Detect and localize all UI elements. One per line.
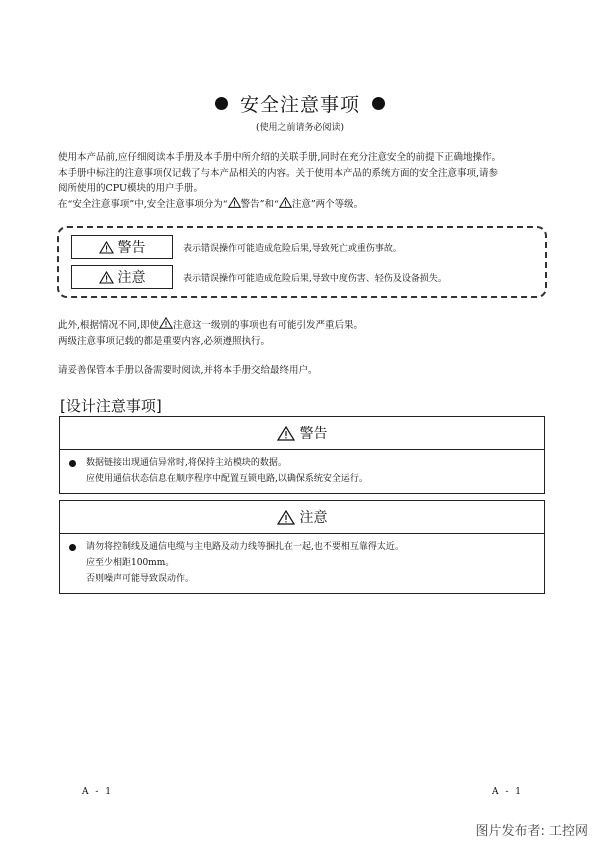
- intro-line: 本手册中标注的注意事项仅记载了与本产品相关的内容。关于使用本产品的系统方面的安全注意事项,请参: [58, 167, 499, 179]
- level-warning-label: [71, 235, 173, 259]
- warning-triangle-icon: [99, 241, 114, 254]
- notes-text: 此外,根据情况不同,即使: [58, 320, 160, 331]
- warning-triangle-icon: [99, 271, 114, 284]
- caution-panel-body: [60, 534, 544, 593]
- keep-manual-note: 请妥善保管本手册以备需要时阅读,并将本手册交给最终用户。: [58, 365, 318, 376]
- level-caution-desc: 表示错误操作可能造成危险后果,导致中度伤害、轻伤及设备损失。: [183, 274, 447, 284]
- page-number-right: A - 1: [492, 787, 523, 797]
- bullet-icon: [69, 460, 76, 467]
- caution-panel-title: 注意: [299, 510, 328, 526]
- level-label-text: 警告: [117, 240, 146, 256]
- caution-panel: [59, 500, 545, 594]
- subtitle: (使用之前请务必阅读): [255, 123, 345, 133]
- page-number-left: A - 1: [82, 787, 113, 797]
- title-text: 安全注意事项: [239, 94, 360, 116]
- level-caution-label: [71, 265, 173, 289]
- warning-triangle-icon: [277, 426, 295, 441]
- level-label-text: 注意: [117, 270, 146, 286]
- notes-text: 注意这一级别的事项也有可能引发严重后果。: [173, 320, 364, 331]
- warning-line: 应使用通信状态信息在顺序程序中配置互锁电路,以确保系统安全运行。: [86, 474, 368, 484]
- warning-panel-body: [60, 450, 544, 493]
- notes-line: 两级注意事项记载的都是重要内容,必须遵照执行。: [58, 335, 271, 347]
- intro-text: 在“安全注意事项”中,安全注意事项分为“: [58, 198, 228, 210]
- image-credit: 图片发布者: 工控网: [475, 824, 588, 839]
- page-title: [0, 90, 600, 117]
- intro-text: 警告”和“: [240, 198, 279, 210]
- level-legend-box: [57, 226, 547, 298]
- caution-line: 否则噪声可能导致误动作。: [86, 574, 195, 584]
- bullet-dot-icon: [372, 97, 385, 110]
- warning-panel: [59, 416, 545, 494]
- warning-line: 数据链接出现通信异常时,将保持主站模块的数据。: [86, 458, 287, 468]
- warning-triangle-icon: [277, 510, 295, 525]
- notes-paragraph: [58, 317, 558, 349]
- warning-triangle-icon: [228, 197, 241, 208]
- caution-panel-header: [60, 501, 544, 534]
- warning-panel-title: 警告: [299, 426, 328, 442]
- level-warning-desc: 表示错误操作可能造成危险后果,导致死亡或重伤事故。: [183, 244, 402, 254]
- intro-line: 使用本产品前,应仔细阅读本手册及本手册中所介绍的关联手册,同时在充分注意安全的前提下正确地操作。: [58, 152, 502, 163]
- intro-line: 阅所使用的CPU模块的用户手册。: [58, 183, 204, 194]
- caution-line: 应至少相距100mm。: [86, 558, 175, 568]
- warning-panel-header: [60, 417, 544, 450]
- notes-line: [58, 317, 558, 334]
- section-heading: [设计注意事项]: [60, 397, 162, 415]
- bullet-icon: [69, 544, 76, 551]
- intro-paragraph: [58, 150, 558, 212]
- intro-line: [58, 197, 558, 213]
- caution-line: 请勿将控制线及通信电缆与主电路及动力线等捆扎在一起,也不要相互靠得太近。: [86, 542, 404, 552]
- bullet-dot-icon: [215, 97, 228, 110]
- intro-text: 注意”两个等级。: [291, 198, 364, 210]
- warning-triangle-icon: [279, 197, 292, 208]
- warning-triangle-icon: [159, 317, 173, 329]
